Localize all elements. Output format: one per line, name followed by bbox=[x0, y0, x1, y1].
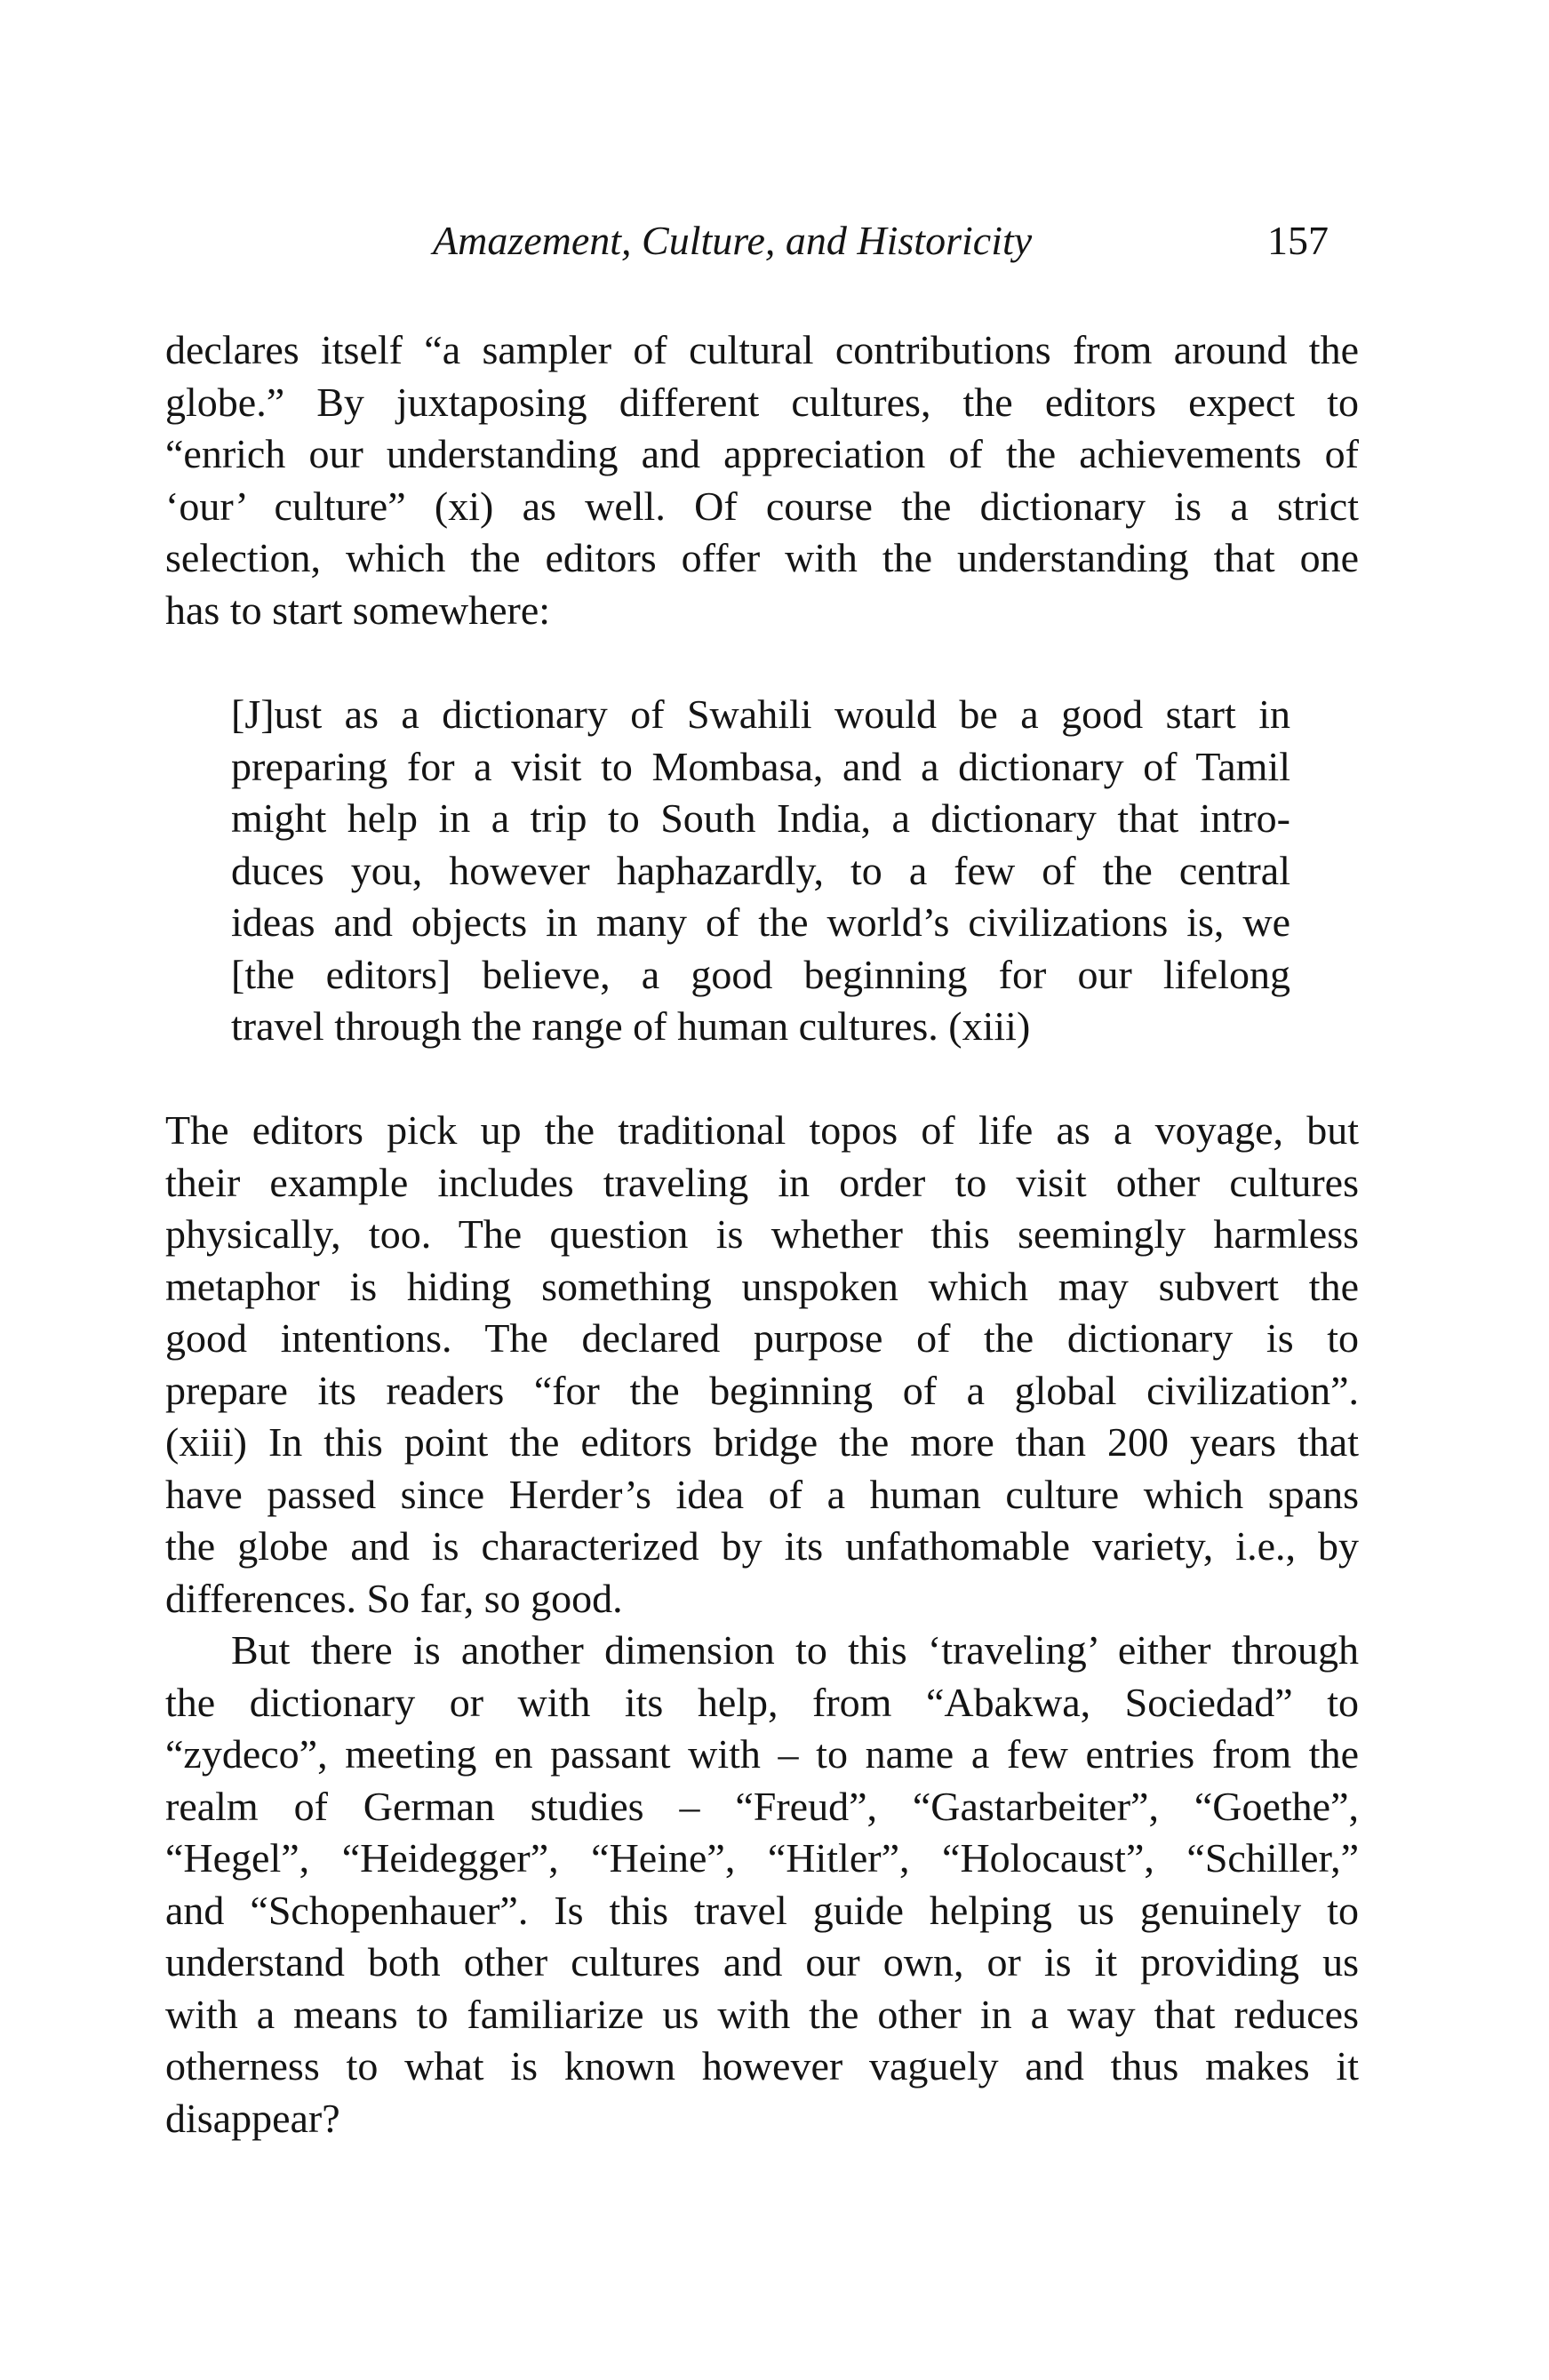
text-line: The editors pick up the traditional topos of life as a voyage, but bbox=[165, 1107, 1359, 1153]
quote-line: travel through the range of human cultures. (xiii) bbox=[231, 1003, 1031, 1049]
text-line: physically, too. The question is whether this seemingly harmless bbox=[165, 1211, 1359, 1257]
text-line: prepare its readers “for the beginning of a global civilization”. bbox=[165, 1368, 1359, 1413]
text-line: have passed since Herder’s idea of a human culture which spans bbox=[165, 1472, 1359, 1517]
text-line: differences. So far, so good. bbox=[165, 1576, 623, 1621]
running-head-title: Amazement, Culture, and Historicity bbox=[433, 218, 1033, 263]
text-line: metaphor is hiding something unspoken which may subvert the bbox=[165, 1264, 1359, 1309]
quote-line: [J]ust as a dictionary of Swahili would be a good start in bbox=[231, 691, 1290, 737]
text-line: the globe and is characterized by its unfathomable variety, i.e., by bbox=[165, 1523, 1359, 1569]
text-line: ‘our’ culture” (xi) as well. Of course the dictionary is a strict bbox=[165, 483, 1359, 529]
text-line: realm of German studies – “Freud”, “Gastarbeiter”, “Goethe”, bbox=[165, 1784, 1359, 1829]
quote-line: ideas and objects in many of the world’s civilizations is, we bbox=[231, 899, 1290, 945]
text-line: understand both other cultures and our own, or is it providing us bbox=[165, 1939, 1359, 1985]
text-line: and “Schopenhauer”. Is this travel guide helping us genuinely to bbox=[165, 1888, 1359, 1933]
text-line: otherness to what is known however vaguely and thus makes it bbox=[165, 2043, 1359, 2088]
text-line: “Hegel”, “Heidegger”, “Heine”, “Hitler”, “Holocaust”, “Schiller,” bbox=[165, 1835, 1359, 1881]
text-line: with a means to familiarize us with the other in a way that reduces bbox=[165, 1992, 1359, 2037]
text-line: good intentions. The declared purpose of the dictionary is to bbox=[165, 1315, 1359, 1361]
quote-line: might help in a trip to South India, a dictionary that intro- bbox=[231, 795, 1290, 841]
text-line: globe.” By juxtaposing different cultures, the editors expect to bbox=[165, 379, 1359, 425]
quote-line: [the editors] believe, a good beginning for our lifelong bbox=[231, 952, 1290, 997]
page-number: 157 bbox=[1267, 218, 1329, 263]
text-line: “enrich our understanding and appreciation of the achievements of bbox=[165, 431, 1359, 476]
text-line: But there is another dimension to this ‘traveling’ either through bbox=[231, 1627, 1359, 1673]
quote-line: preparing for a visit to Mombasa, and a dictionary of Tamil bbox=[231, 744, 1290, 789]
text-line: selection, which the editors offer with the understanding that one bbox=[165, 535, 1359, 580]
text-line: (xiii) In this point the editors bridge the more than 200 years that bbox=[165, 1419, 1359, 1465]
text-line: their example includes traveling in order to visit other cultures bbox=[165, 1160, 1359, 1205]
text-line: the dictionary or with its help, from “Abakwa, Sociedad” to bbox=[165, 1680, 1359, 1725]
text-line: “zydeco”, meeting en passant with – to name a few entries from the bbox=[165, 1731, 1359, 1777]
text-line: disappear? bbox=[165, 2096, 340, 2141]
quote-line: duces you, however haphazardly, to a few of the central bbox=[231, 848, 1290, 893]
text-line: has to start somewhere: bbox=[165, 587, 551, 633]
text-line: declares itself “a sampler of cultural contributions from around the bbox=[165, 327, 1359, 372]
